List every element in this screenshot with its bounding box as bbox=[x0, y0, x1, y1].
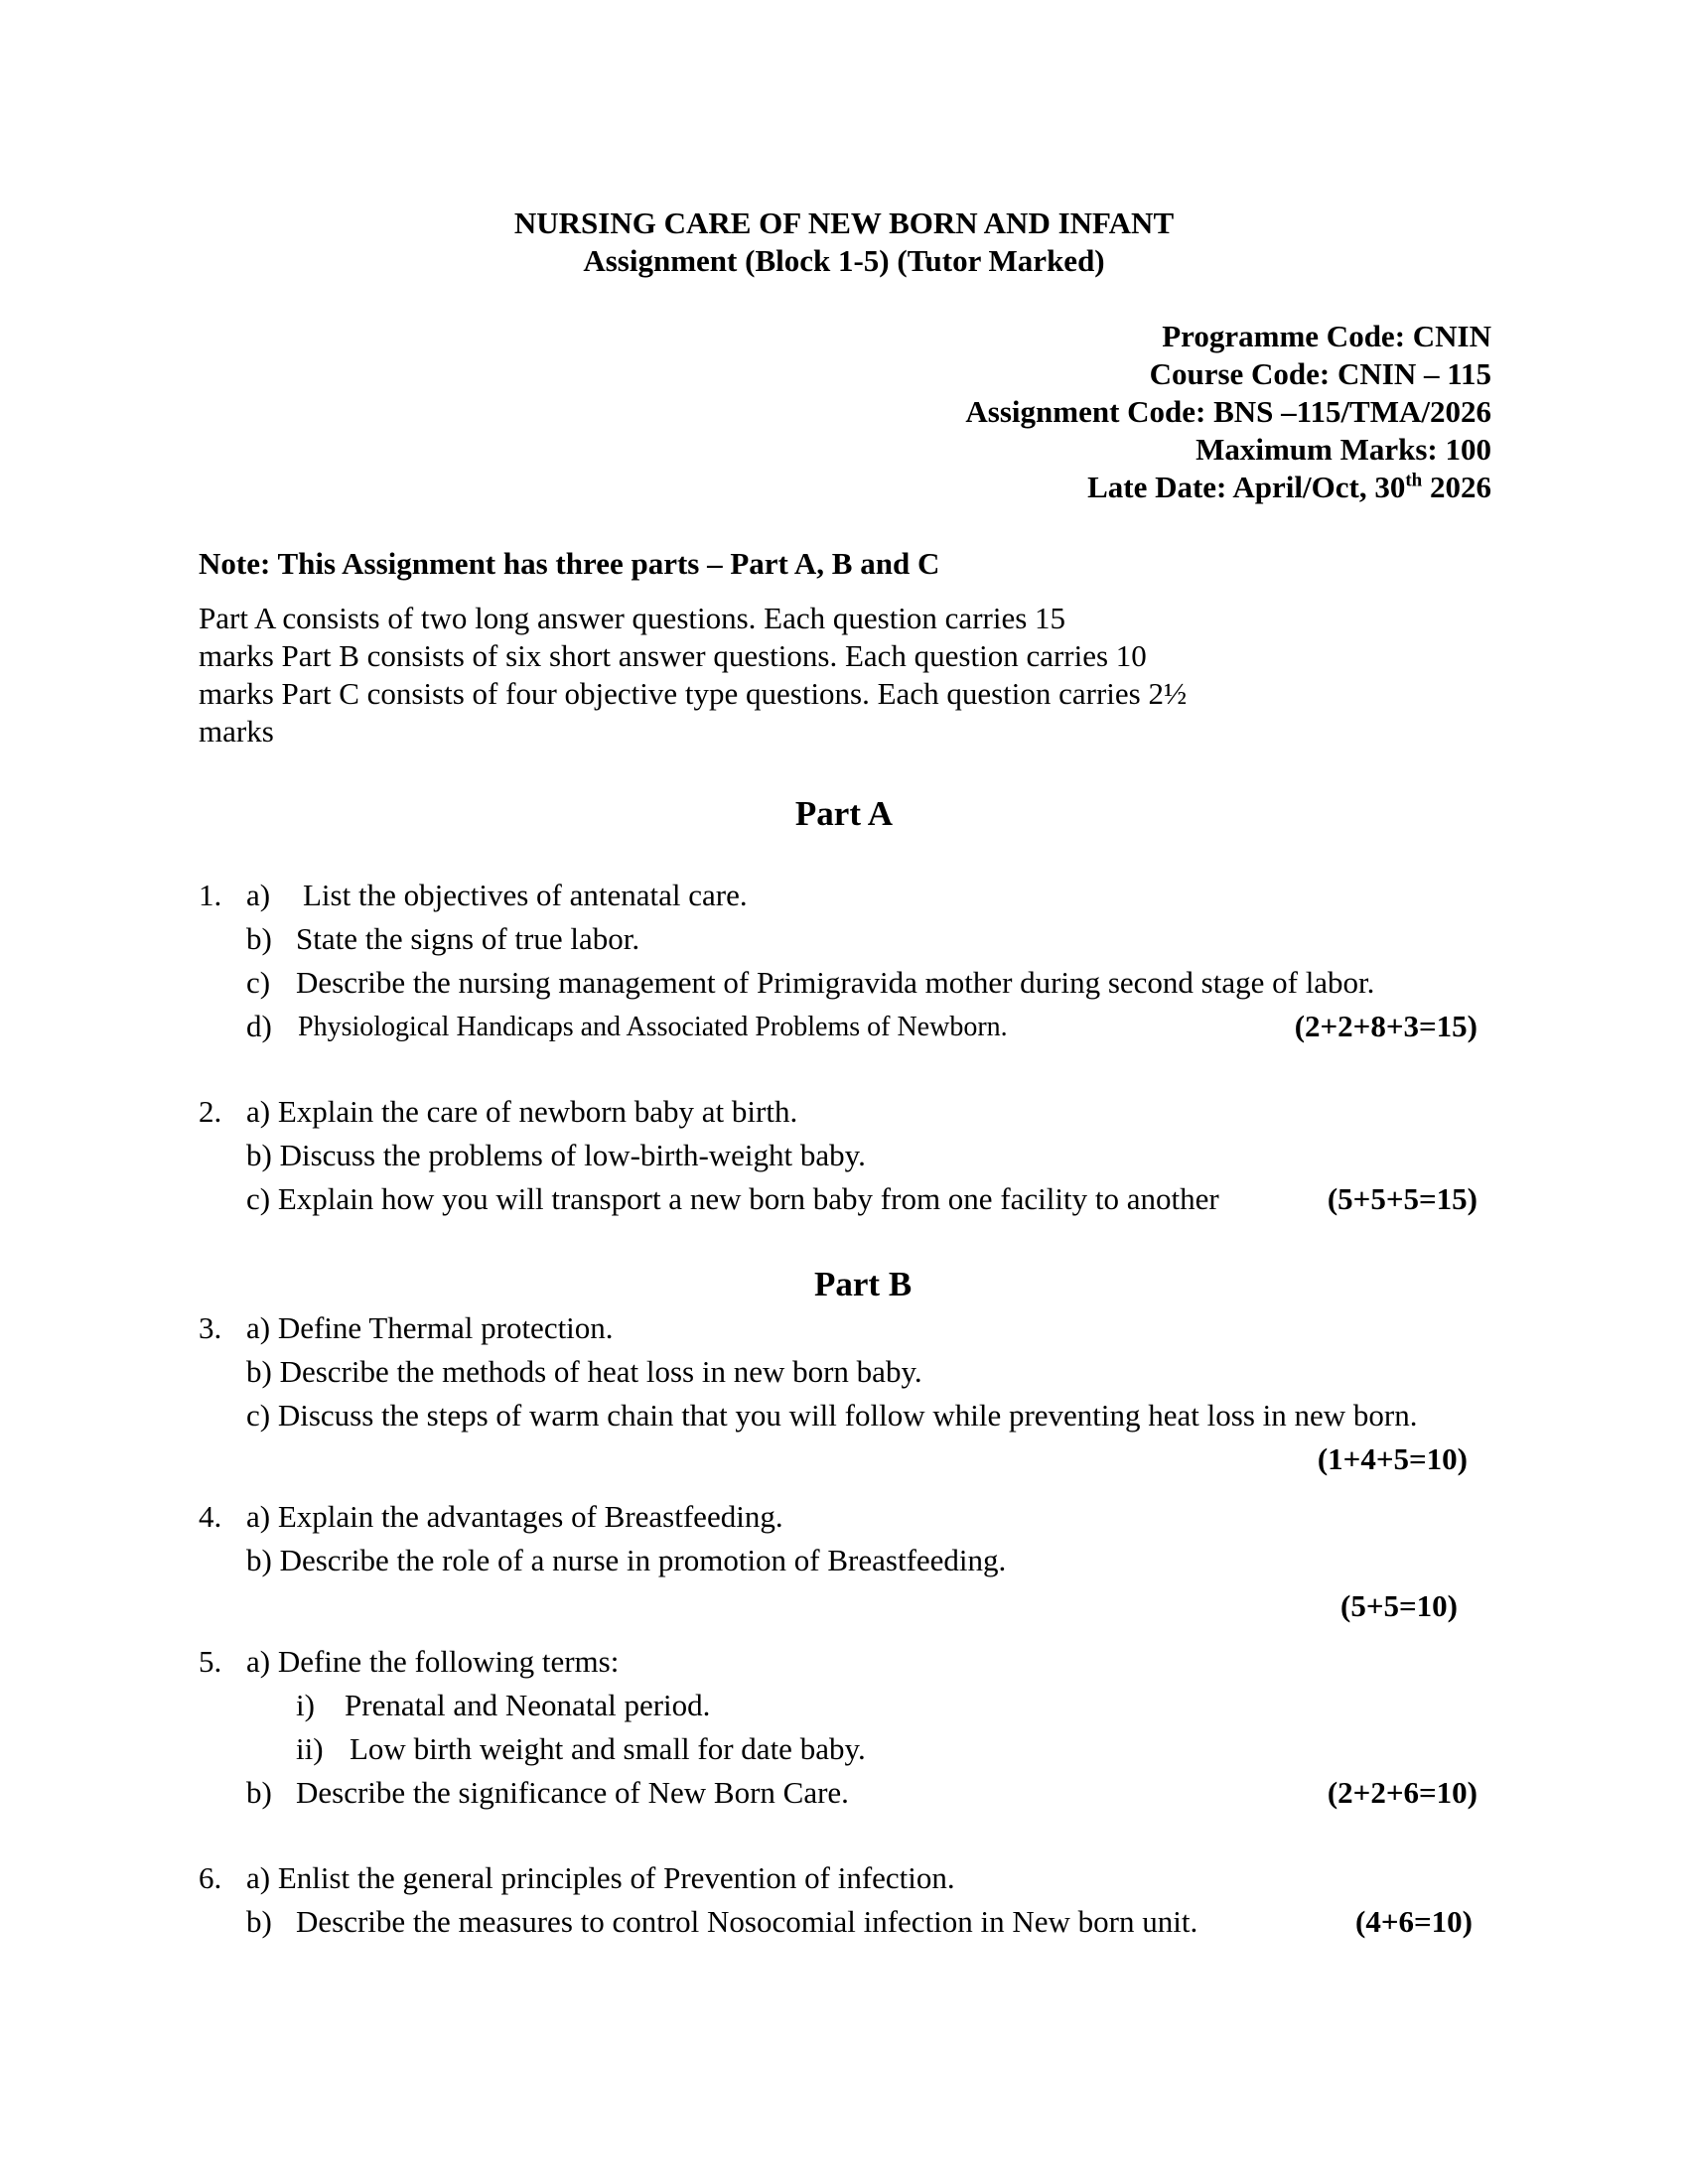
question-number: 3. bbox=[199, 1310, 222, 1345]
document-title: NURSING CARE OF NEW BORN AND INFANT bbox=[513, 205, 1175, 240]
note-body bbox=[199, 600, 1291, 751]
item-text: a) Explain the advantages of Breastfeeding. bbox=[246, 1499, 783, 1534]
maximum-marks: Maximum Marks: 100 bbox=[1196, 432, 1491, 467]
part-b-heading: Part B bbox=[814, 1265, 913, 1303]
assignment-code: Assignment Code: BNS –115/TMA/2026 bbox=[965, 394, 1491, 429]
item-text: b) Describe the role of a nurse in promotion of Breastfeeding. bbox=[246, 1543, 1007, 1577]
course-code: Course Code: CNIN – 115 bbox=[1149, 356, 1491, 391]
sub-item-text: Low birth weight and small for date baby. bbox=[350, 1731, 866, 1766]
sub-item-label: i) bbox=[296, 1688, 315, 1722]
item-label: d) bbox=[246, 1009, 272, 1043]
item-text: c) Discuss the steps of warm chain that you will follow while preventing heat loss in new born. bbox=[246, 1398, 1418, 1433]
item-text: b) Discuss the problems of low-birth-weight baby. bbox=[246, 1138, 866, 1172]
question-number: 5. bbox=[199, 1644, 222, 1679]
item-text: a) Enlist the general principles of Prevention of infection. bbox=[246, 1860, 955, 1895]
item-label: c) bbox=[246, 965, 271, 1000]
item-text: a) Define the following terms: bbox=[246, 1644, 620, 1679]
item-text: a) Define Thermal protection. bbox=[246, 1310, 614, 1345]
item-text: c) Explain how you will transport a new born baby from one facility to another bbox=[246, 1181, 1219, 1216]
note-line: Part A consists of two long answer questions. Each question carries 15 bbox=[199, 601, 1066, 635]
assignment-codes bbox=[695, 318, 1491, 506]
item-text: Describe the measures to control Nosocomial infection in New born unit. bbox=[296, 1904, 1198, 1939]
item-text: a) Explain the care of newborn baby at birth. bbox=[246, 1094, 798, 1129]
question-marks: (5+5+5=15) bbox=[1327, 1181, 1477, 1216]
item-label: a) bbox=[246, 878, 271, 912]
note-line: marks bbox=[199, 714, 274, 749]
question-number: 2. bbox=[199, 1094, 222, 1129]
programme-code: Programme Code: CNIN bbox=[1162, 319, 1491, 353]
item-text: Describe the significance of New Born Care. bbox=[296, 1775, 849, 1810]
question-marks: (1+4+5=10) bbox=[1317, 1441, 1468, 1476]
question-number: 6. bbox=[199, 1860, 222, 1895]
note-heading: Note: This Assignment has three parts – Part A, B and C bbox=[199, 546, 940, 581]
item-text: Describe the nursing management of Primigravida mother during second stage of labor. bbox=[296, 965, 1375, 1000]
note-line: marks Part C consists of four objective type questions. Each question carries 2½ bbox=[199, 676, 1188, 711]
item-label: b) bbox=[246, 1775, 272, 1810]
question-number: 4. bbox=[199, 1499, 222, 1534]
item-text: Physiological Handicaps and Associated Problems of Newborn. bbox=[298, 1012, 1008, 1042]
item-label: b) bbox=[246, 1904, 272, 1939]
item-label: b) bbox=[246, 921, 272, 956]
item-text: List the objectives of antenatal care. bbox=[303, 878, 748, 912]
note-line: marks Part B consists of six short answer questions. Each question carries 10 bbox=[199, 638, 1147, 673]
sub-item-text: Prenatal and Neonatal period. bbox=[345, 1688, 711, 1722]
late-date: Late Date: April/Oct, 30th 2026 bbox=[1087, 470, 1491, 504]
question-marks: (4+6=10) bbox=[1355, 1904, 1473, 1939]
question-marks: (2+2+8+3=15) bbox=[1294, 1009, 1477, 1043]
question-marks: (5+5=10) bbox=[1340, 1588, 1458, 1623]
document-subtitle: Assignment (Block 1-5) (Tutor Marked) bbox=[583, 243, 1105, 278]
question-marks: (2+2+6=10) bbox=[1327, 1775, 1477, 1810]
sub-item-label: ii) bbox=[296, 1731, 324, 1766]
item-text: b) Describe the methods of heat loss in new born baby. bbox=[246, 1354, 922, 1389]
part-a-heading: Part A bbox=[794, 794, 894, 833]
question-number: 1. bbox=[199, 878, 222, 912]
item-text: State the signs of true labor. bbox=[296, 921, 640, 956]
